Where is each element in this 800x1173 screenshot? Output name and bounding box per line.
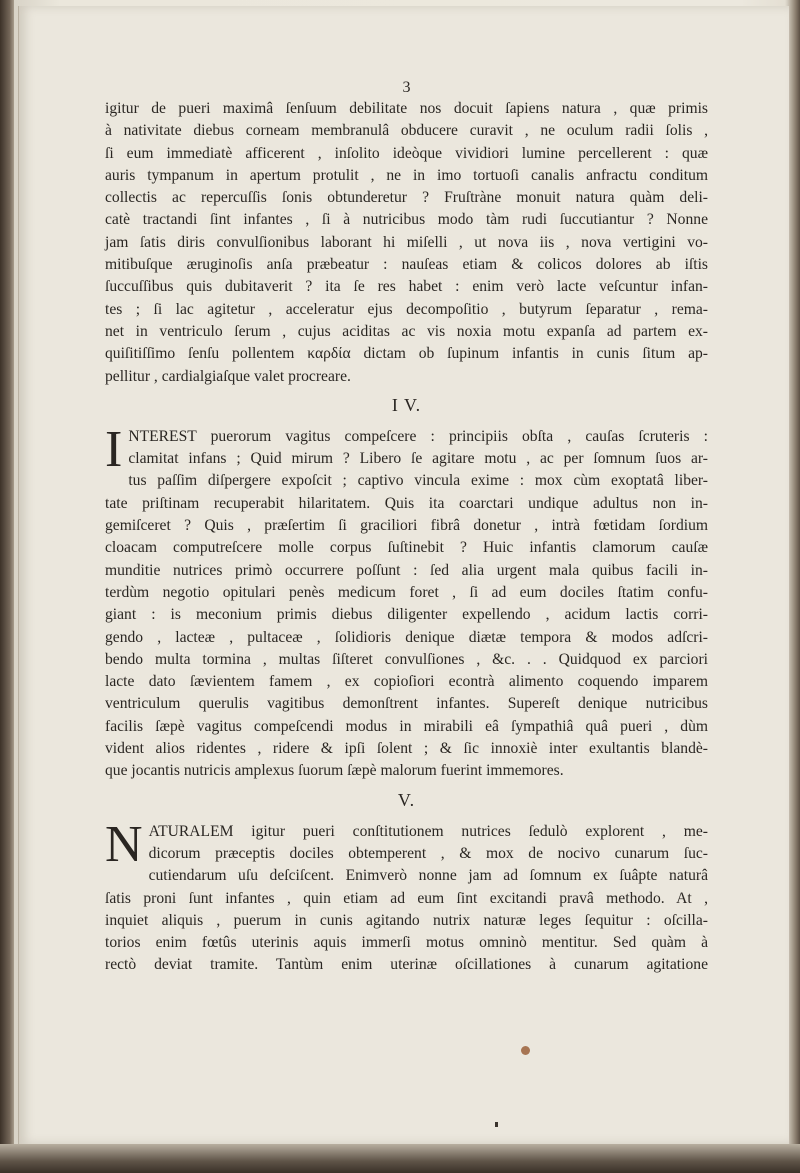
- page-bottom-edge: [0, 1144, 800, 1173]
- text-line: ſuccuſſibus quis dubitaverit ? ita ſe res habet : enim verò lacte veſcuntur infan-: [105, 278, 708, 296]
- text-line: lacte dato ſævientem famem , ex copioſiori econtrà alimento coquendo imparem: [105, 673, 708, 691]
- text-line: jam ſatis diris convulſionibus laborant hi miſelli , ut nova iis , nova vertigini vo-: [105, 233, 708, 251]
- text-line: facilis ſæpè vagitus compeſcendi modus in mirabili eâ ſympathiâ quâ pueri , dùm: [105, 717, 708, 735]
- text-line: igitur de pueri maximâ ſenſuum debilitate nos docuit ſapiens natura , quæ primis: [105, 100, 708, 117]
- text-line: tes ; ſi lac agitetur , acceleratur ejus decompoſitio , butyrum ſeparatur , rema-: [105, 300, 708, 318]
- text-line: net in ventriculo ſerum , cujus aciditas ac vis noxia motu expanſa ad partem ex-: [105, 322, 708, 340]
- paragraph-section-iv: [105, 420, 708, 783]
- text-line: quiſitiſſimo ſenſu pollentem καρδία dictam ob ſupinum infantis in cunis ſitum ap-: [105, 345, 708, 363]
- text-line: gemiſceret ? Quis , præſertim ſi graciliori fibrâ donetur , intrà fœtidam ſordium: [105, 517, 708, 535]
- text-line: que jocantis nutricis amplexus ſuorum ſæpè malorum fuerint immemores.: [105, 762, 564, 780]
- text-line: dicorum præceptis dociles obtemperent , & mox de nocivo cunarum ſuc-: [148, 844, 708, 862]
- text-line: giant : is meconium primis diebus diligenter expellendo , acidum lactis corri-: [105, 606, 708, 624]
- text-line: tate priſtinam recuperabit hilaritatem. Quis ita coarctari undique adultus non in-: [105, 494, 708, 512]
- text-line: rectò deviat tramite. Tantùm enim uterinæ oſcillationes à cunarum agitatione: [105, 956, 708, 974]
- section-heading-v: V.: [397, 789, 416, 810]
- page-number: 3: [402, 79, 411, 96]
- text-line: ſatis proni ſunt infantes , quin etiam ad eum ſint excitandi pravâ methodo. At ,: [105, 889, 708, 907]
- printer-mark: [495, 1122, 498, 1127]
- text-line: tus paſſim diſpergere expoſcit ; captivo vincula exime : mox cùm exoptatâ liber-: [128, 472, 708, 490]
- text-line: ſi eum immediatè afficerent , inſolito ideòque vividiori lumine percellerent : quæ: [105, 144, 708, 162]
- paragraph-section-v: [105, 815, 708, 977]
- text-line: à nativitate diebus corneam membranulâ obducere curavit , ne oculum radii ſolis ,: [105, 122, 708, 140]
- dropcap-letter: I: [105, 420, 123, 478]
- dropcap-letter: N: [105, 815, 143, 873]
- text-line: vident alios ridentes , ridere & ipſi ſolent ; & ſic innoxiè inter exultantis blandè-: [105, 740, 708, 758]
- text-line: cutiendarum uſu deſciſcent. Enimverò nonne jam ad ſomnum ex ſuâpte naturâ: [148, 867, 708, 885]
- text-line: ventriculum querulis vagitibus demonſtrent infantes. Supereſt denique nutricibus: [105, 695, 708, 713]
- text-line: torios enim fœtûs uterinis aquis immerſi motus omninò mentitur. Sed quàm à: [105, 934, 708, 952]
- text-line: NTEREST puerorum vagitus compeſcere : principiis obſta , cauſas ſcruteris :: [128, 427, 708, 445]
- text-line: clamitat infans ; Quid mirum ? Libero ſe agitare motu , ac per ſomnum ſuos ar-: [128, 450, 708, 468]
- section-heading-iv: I V.: [391, 394, 422, 415]
- text-line: gendo , lacteæ , pultaceæ , ſolidioris denique diætæ tempora & modos adſcri-: [105, 628, 708, 646]
- text-line: catè tractandi ſint infantes , ſi à nutricibus modo tàm rudi ſuccutiantur ? Nonne: [105, 211, 708, 229]
- text-line: bendo multa tormina , multas ſiſteret convulſiones , &c. . . Quidquod ex parciori: [105, 650, 708, 668]
- text-line: munditie nutrices primò occurrere poſſunt : ſed alia urgent mala quibus facili in-: [105, 561, 708, 579]
- text-line: mitibuſque æruginoſis anſa præbeatur : nauſeas etiam & colicos dolores ab iſtis: [105, 256, 708, 274]
- page-text: [105, 78, 708, 977]
- paragraph-continued: [105, 98, 708, 388]
- ink-spot-ornament: [521, 1046, 530, 1055]
- text-line: pellitur , cardialgiaſque valet procreare.: [105, 367, 351, 385]
- text-line: auris tympanum in apertum protulit , ne in imo tortuoſi canalis anfractu conditum: [105, 166, 708, 184]
- text-line: ATURALEM igitur pueri conſtitutionem nutrices ſedulò explorent , me-: [148, 822, 708, 840]
- page-right-edge: [788, 0, 800, 1173]
- text-line: collectis ac repercuſſis ſonis obtunderetur ? Fruſtràne monuit natura quàm deli-: [105, 189, 708, 207]
- text-line: cloacam computreſcere molle corpus ſuſtinebit ? Huic infantis clamorum cauſæ: [105, 539, 708, 557]
- text-line: terdùm negotio opitulari penès medicum foret , ſi ad eum dociles ſtatim confu-: [105, 583, 708, 601]
- book-gutter: [0, 0, 14, 1173]
- text-line: inquiet aliquis , puerum in cunis agitando nutrix naturæ leges ſequitur : oſcilla-: [105, 911, 708, 929]
